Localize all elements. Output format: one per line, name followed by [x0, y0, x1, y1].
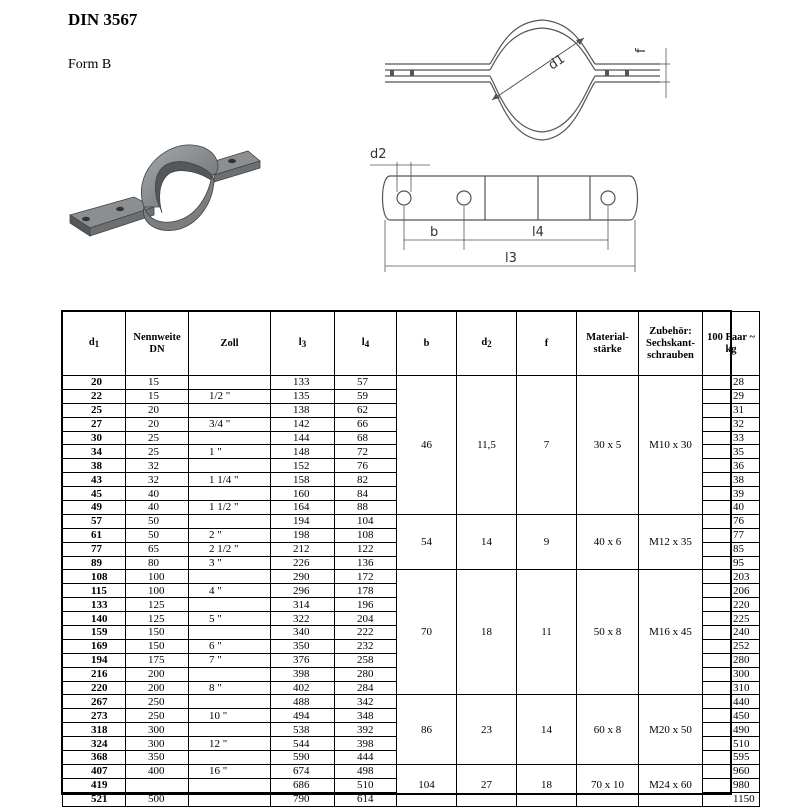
cell-l3: 290	[271, 570, 335, 584]
pipe-clamp-illustration	[62, 135, 262, 260]
cell-group-screws: M24 x 60	[639, 764, 703, 806]
cell-l3: 164	[271, 501, 335, 515]
label-b: b	[430, 225, 439, 240]
cell-l4: 398	[335, 737, 397, 751]
cell-l4: 342	[335, 695, 397, 709]
cell-nennweite: 500	[126, 792, 189, 806]
cell-zoll	[189, 778, 271, 792]
cell-weight: 450	[703, 709, 760, 723]
cell-group-material: 50 x 8	[577, 570, 639, 695]
cell-l3: 135	[271, 389, 335, 403]
cell-nennweite: 300	[126, 737, 189, 751]
cell-l4: 232	[335, 639, 397, 653]
cell-zoll: 3 "	[189, 556, 271, 570]
cell-zoll	[189, 514, 271, 528]
cell-d1: 25	[63, 403, 126, 417]
document-subtitle: Form B	[68, 57, 112, 72]
cell-d1: 324	[63, 737, 126, 751]
cell-nennweite: 175	[126, 653, 189, 667]
cell-group-material: 30 x 5	[577, 376, 639, 515]
cell-d1: 419	[63, 778, 126, 792]
cell-l3: 544	[271, 737, 335, 751]
header-nennweite: Nennweite DN	[126, 312, 189, 376]
cell-l4: 614	[335, 792, 397, 806]
cell-l3: 350	[271, 639, 335, 653]
cell-weight: 310	[703, 681, 760, 695]
cell-d1: 27	[63, 417, 126, 431]
cell-zoll	[189, 431, 271, 445]
cell-d1: 89	[63, 556, 126, 570]
cell-weight: 95	[703, 556, 760, 570]
cell-l4: 172	[335, 570, 397, 584]
cell-zoll	[189, 723, 271, 737]
cell-d1: 57	[63, 514, 126, 528]
cell-l4: 284	[335, 681, 397, 695]
header-f: f	[517, 312, 577, 376]
header-d1: d1	[63, 312, 126, 376]
cell-l3: 322	[271, 612, 335, 626]
cell-l4: 62	[335, 403, 397, 417]
cell-group-d2: 23	[457, 695, 517, 764]
cell-l3: 142	[271, 417, 335, 431]
cell-weight: 39	[703, 487, 760, 501]
cell-zoll: 4 "	[189, 584, 271, 598]
cell-d1: 20	[63, 376, 126, 390]
cell-l3: 686	[271, 778, 335, 792]
cell-d1: 194	[63, 653, 126, 667]
cell-zoll: 5 "	[189, 612, 271, 626]
cell-nennweite: 300	[126, 723, 189, 737]
cell-nennweite: 125	[126, 598, 189, 612]
cell-d1: 273	[63, 709, 126, 723]
cell-weight: 85	[703, 542, 760, 556]
cell-l4: 280	[335, 667, 397, 681]
cell-zoll: 16 "	[189, 764, 271, 778]
cell-weight: 77	[703, 528, 760, 542]
cell-l4: 104	[335, 514, 397, 528]
cell-zoll: 1 "	[189, 445, 271, 459]
cell-group-screws: M12 x 35	[639, 514, 703, 570]
cell-weight: 36	[703, 459, 760, 473]
cell-zoll: 8 "	[189, 681, 271, 695]
document-title: DIN 3567	[68, 10, 138, 29]
table-row	[63, 570, 760, 584]
cell-d1: 407	[63, 764, 126, 778]
cell-l4: 510	[335, 778, 397, 792]
header-weight: 100 Paar ~ kg	[703, 312, 760, 376]
cell-l3: 144	[271, 431, 335, 445]
cell-weight: 1150	[703, 792, 760, 806]
cell-nennweite: 150	[126, 626, 189, 640]
cell-d1: 61	[63, 528, 126, 542]
cell-nennweite: 20	[126, 417, 189, 431]
header-d2: d2	[457, 312, 517, 376]
cell-l4: 178	[335, 584, 397, 598]
cell-weight: 980	[703, 778, 760, 792]
cell-nennweite	[126, 778, 189, 792]
label-f: f	[634, 48, 649, 53]
cell-group-f: 14	[517, 695, 577, 764]
cell-zoll: 12 "	[189, 737, 271, 751]
cell-l4: 204	[335, 612, 397, 626]
cell-group-f: 11	[517, 570, 577, 695]
cell-l4: 68	[335, 431, 397, 445]
cell-zoll: 2 1/2 "	[189, 542, 271, 556]
cell-l4: 196	[335, 598, 397, 612]
cell-zoll	[189, 751, 271, 765]
cell-group-f: 18	[517, 764, 577, 806]
cell-d1: 43	[63, 473, 126, 487]
cell-weight: 203	[703, 570, 760, 584]
cell-l3: 538	[271, 723, 335, 737]
cell-weight: 225	[703, 612, 760, 626]
cell-l3: 138	[271, 403, 335, 417]
header-l3: l3	[271, 312, 335, 376]
cell-group-b: 46	[397, 376, 457, 515]
cell-d1: 45	[63, 487, 126, 501]
cell-d1: 22	[63, 389, 126, 403]
cell-weight: 440	[703, 695, 760, 709]
cell-l4: 348	[335, 709, 397, 723]
cell-l3: 296	[271, 584, 335, 598]
cell-weight: 595	[703, 751, 760, 765]
cell-d1: 115	[63, 584, 126, 598]
cell-l4: 84	[335, 487, 397, 501]
cell-group-screws: M16 x 45	[639, 570, 703, 695]
table-body	[63, 376, 760, 807]
cell-group-b: 54	[397, 514, 457, 570]
cell-l3: 790	[271, 792, 335, 806]
cell-nennweite: 100	[126, 584, 189, 598]
cell-l4: 122	[335, 542, 397, 556]
cell-nennweite: 25	[126, 445, 189, 459]
specification-table	[62, 311, 760, 807]
cell-nennweite: 400	[126, 764, 189, 778]
cell-weight: 76	[703, 514, 760, 528]
cell-zoll	[189, 403, 271, 417]
cell-group-b: 86	[397, 695, 457, 764]
cell-l3: 674	[271, 764, 335, 778]
cell-nennweite: 25	[126, 431, 189, 445]
cell-l3: 194	[271, 514, 335, 528]
cell-l3: 152	[271, 459, 335, 473]
cell-l4: 59	[335, 389, 397, 403]
cell-nennweite: 15	[126, 376, 189, 390]
header-materialstaerke: Material-stärke	[577, 312, 639, 376]
cell-d1: 133	[63, 598, 126, 612]
cell-l4: 76	[335, 459, 397, 473]
cell-nennweite: 50	[126, 528, 189, 542]
cell-weight: 490	[703, 723, 760, 737]
cell-nennweite: 250	[126, 709, 189, 723]
table-header-row	[63, 312, 760, 376]
cell-nennweite: 65	[126, 542, 189, 556]
cell-l3: 398	[271, 667, 335, 681]
cell-l3: 314	[271, 598, 335, 612]
cell-group-material: 40 x 6	[577, 514, 639, 570]
cell-nennweite: 20	[126, 403, 189, 417]
cell-zoll: 6 "	[189, 639, 271, 653]
cell-group-screws: M10 x 30	[639, 376, 703, 515]
cell-weight: 300	[703, 667, 760, 681]
cell-zoll: 1 1/4 "	[189, 473, 271, 487]
cell-group-d2: 11,5	[457, 376, 517, 515]
cell-group-d2: 27	[457, 764, 517, 806]
cell-weight: 29	[703, 389, 760, 403]
cell-nennweite: 350	[126, 751, 189, 765]
cell-l4: 57	[335, 376, 397, 390]
cell-nennweite: 40	[126, 487, 189, 501]
cell-d1: 169	[63, 639, 126, 653]
cell-zoll	[189, 459, 271, 473]
cell-d1: 318	[63, 723, 126, 737]
cell-l4: 258	[335, 653, 397, 667]
cell-l4: 498	[335, 764, 397, 778]
cell-l3: 198	[271, 528, 335, 542]
cell-zoll	[189, 487, 271, 501]
top-view-drawing	[370, 8, 680, 148]
cell-nennweite: 80	[126, 556, 189, 570]
cell-weight: 206	[703, 584, 760, 598]
cell-zoll	[189, 570, 271, 584]
cell-l3: 133	[271, 376, 335, 390]
cell-weight: 33	[703, 431, 760, 445]
cell-l4: 82	[335, 473, 397, 487]
cell-d1: 108	[63, 570, 126, 584]
cell-d1: 34	[63, 445, 126, 459]
cell-d1: 267	[63, 695, 126, 709]
cell-l4: 88	[335, 501, 397, 515]
cell-nennweite: 200	[126, 667, 189, 681]
cell-zoll	[189, 598, 271, 612]
cell-nennweite: 100	[126, 570, 189, 584]
cell-nennweite: 200	[126, 681, 189, 695]
cell-weight: 960	[703, 764, 760, 778]
cell-weight: 31	[703, 403, 760, 417]
cell-l3: 226	[271, 556, 335, 570]
cell-zoll	[189, 792, 271, 806]
cell-nennweite: 50	[126, 514, 189, 528]
label-d2: d2	[370, 147, 387, 162]
cell-l3: 488	[271, 695, 335, 709]
cell-d1: 140	[63, 612, 126, 626]
cell-zoll	[189, 667, 271, 681]
cell-zoll	[189, 376, 271, 390]
cell-nennweite: 40	[126, 501, 189, 515]
cell-weight: 28	[703, 376, 760, 390]
cell-nennweite: 32	[126, 473, 189, 487]
cell-l4: 222	[335, 626, 397, 640]
cell-zoll: 1 1/2 "	[189, 501, 271, 515]
cell-group-b: 104	[397, 764, 457, 806]
cell-zoll	[189, 626, 271, 640]
cell-zoll: 2 "	[189, 528, 271, 542]
cell-l3: 494	[271, 709, 335, 723]
cell-l3: 160	[271, 487, 335, 501]
cell-weight: 280	[703, 653, 760, 667]
cell-group-screws: M20 x 50	[639, 695, 703, 764]
cell-nennweite: 15	[126, 389, 189, 403]
cell-l4: 66	[335, 417, 397, 431]
cell-d1: 368	[63, 751, 126, 765]
table-row	[63, 514, 760, 528]
cell-zoll: 3/4 "	[189, 417, 271, 431]
header-zoll: Zoll	[189, 312, 271, 376]
cell-l4: 392	[335, 723, 397, 737]
cell-weight: 38	[703, 473, 760, 487]
header-zubehoer: Zubehör: Sechskant-schrauben	[639, 312, 703, 376]
cell-l3: 590	[271, 751, 335, 765]
cell-weight: 220	[703, 598, 760, 612]
cell-l4: 444	[335, 751, 397, 765]
table-row	[63, 695, 760, 709]
cell-d1: 77	[63, 542, 126, 556]
table-row	[63, 764, 760, 778]
label-l4: l4	[532, 225, 544, 240]
cell-weight: 240	[703, 626, 760, 640]
label-d1: d1	[545, 51, 568, 74]
header-b: b	[397, 312, 457, 376]
cell-weight: 32	[703, 417, 760, 431]
cell-weight: 35	[703, 445, 760, 459]
cell-l3: 158	[271, 473, 335, 487]
cell-l3: 376	[271, 653, 335, 667]
cell-l3: 402	[271, 681, 335, 695]
cell-d1: 49	[63, 501, 126, 515]
cell-zoll: 7 "	[189, 653, 271, 667]
cell-nennweite: 150	[126, 639, 189, 653]
cell-l4: 108	[335, 528, 397, 542]
cell-l3: 212	[271, 542, 335, 556]
header-l4: l4	[335, 312, 397, 376]
label-l3: l3	[505, 251, 517, 266]
flat-strip-drawing	[360, 140, 650, 280]
cell-nennweite: 250	[126, 695, 189, 709]
cell-nennweite: 125	[126, 612, 189, 626]
cell-group-material: 60 x 8	[577, 695, 639, 764]
cell-d1: 38	[63, 459, 126, 473]
cell-group-d2: 14	[457, 514, 517, 570]
cell-zoll	[189, 695, 271, 709]
cell-weight: 252	[703, 639, 760, 653]
cell-d1: 521	[63, 792, 126, 806]
cell-group-d2: 18	[457, 570, 517, 695]
cell-d1: 30	[63, 431, 126, 445]
cell-nennweite: 32	[126, 459, 189, 473]
cell-d1: 220	[63, 681, 126, 695]
cell-l3: 148	[271, 445, 335, 459]
cell-d1: 159	[63, 626, 126, 640]
cell-group-material: 70 x 10	[577, 764, 639, 806]
cell-l4: 136	[335, 556, 397, 570]
cell-l3: 340	[271, 626, 335, 640]
cell-weight: 510	[703, 737, 760, 751]
cell-group-f: 7	[517, 376, 577, 515]
table-row	[63, 376, 760, 390]
cell-l4: 72	[335, 445, 397, 459]
cell-group-b: 70	[397, 570, 457, 695]
cell-d1: 216	[63, 667, 126, 681]
cell-zoll: 10 "	[189, 709, 271, 723]
cell-zoll: 1/2 "	[189, 389, 271, 403]
cell-group-f: 9	[517, 514, 577, 570]
cell-weight: 40	[703, 501, 760, 515]
